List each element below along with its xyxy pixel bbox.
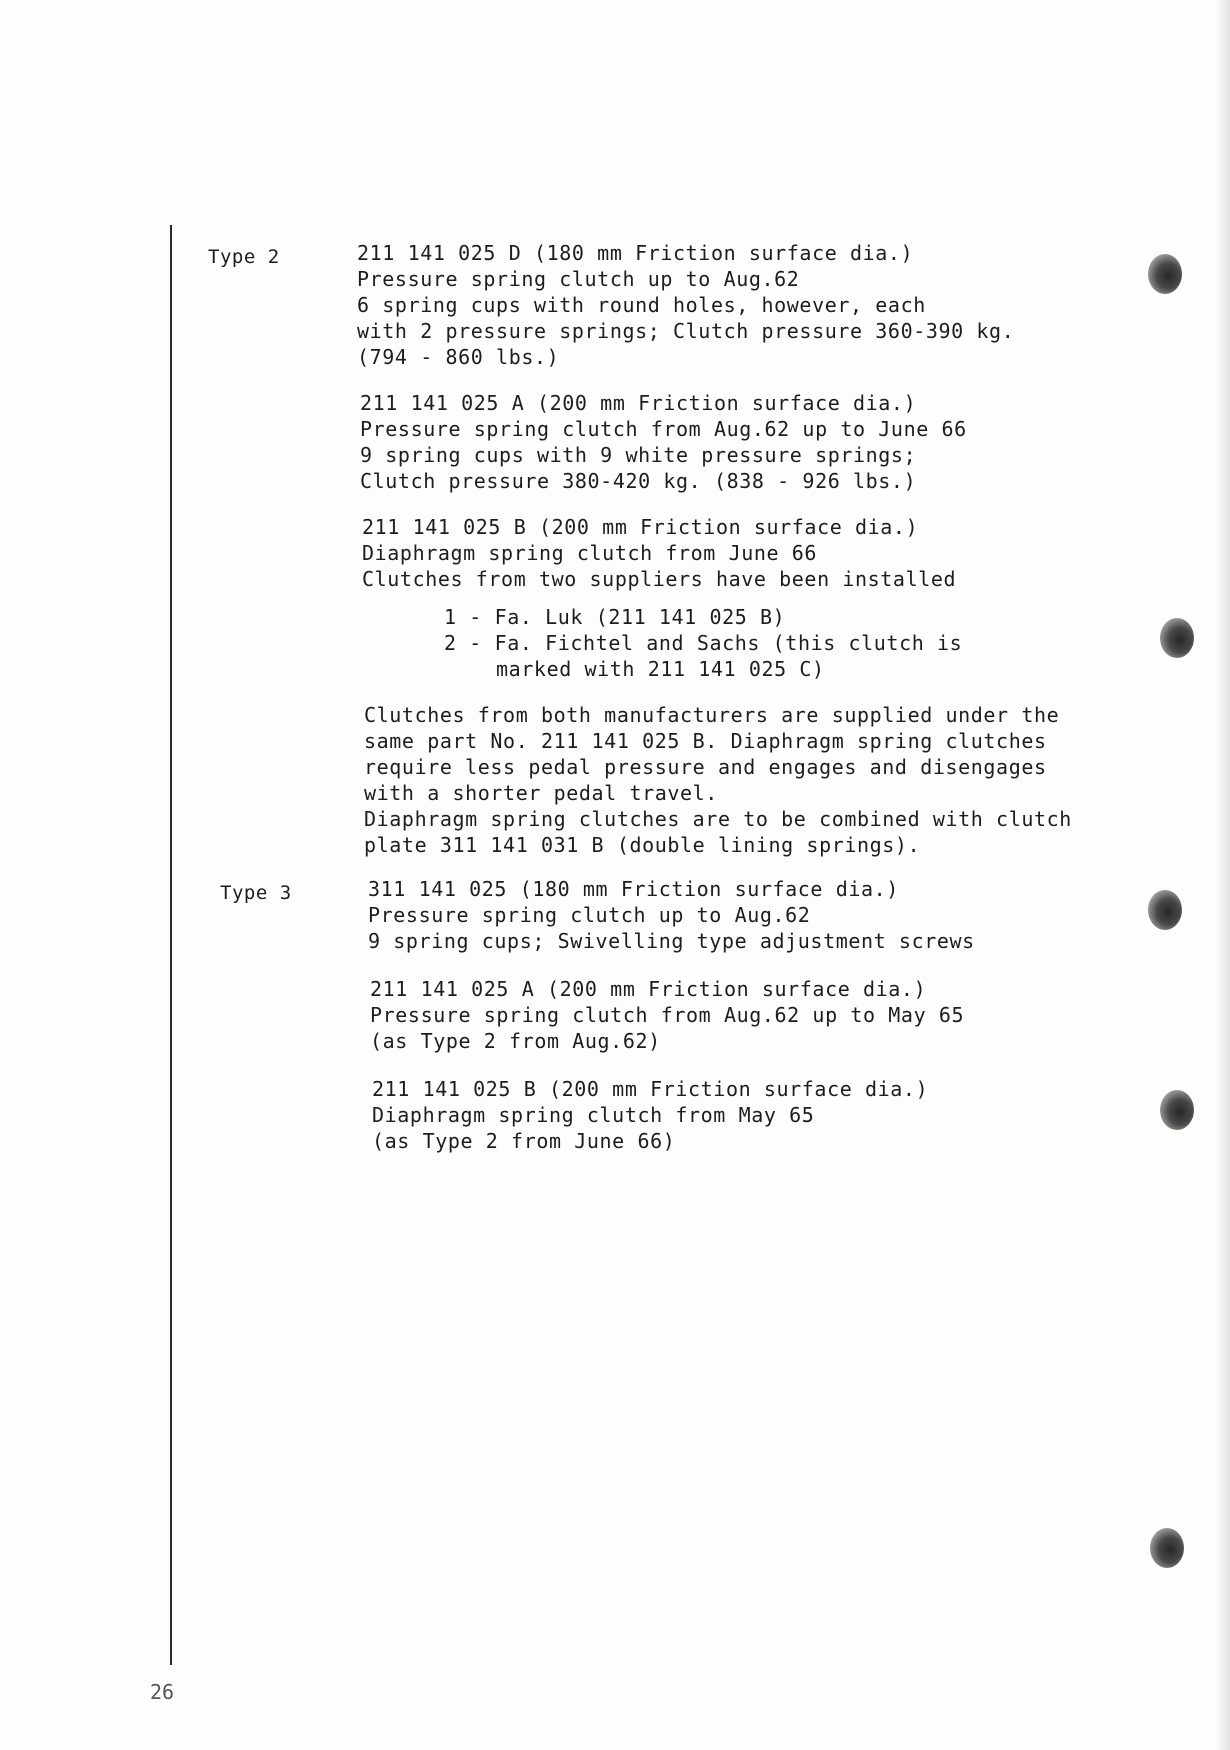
text-line: with 2 pressure springs; Clutch pressure 360-390 kg. [357, 319, 1015, 343]
supplier-item: 2 - Fa. Fichtel and Sachs (this clutch is [444, 631, 963, 655]
text-line: 211 141 025 B (200 mm Friction surface dia.) [362, 515, 919, 539]
text-line: Diaphragm spring clutch from June 66 [362, 541, 818, 565]
text-line: (as Type 2 from June 66) [372, 1129, 676, 1153]
punch-hole [1148, 890, 1182, 930]
type-2-note [364, 702, 1072, 858]
text-line: Clutch pressure 380-420 kg. (838 - 926 lbs.) [360, 469, 917, 493]
page-edge [1216, 0, 1230, 1750]
text-line: 211 141 025 A (200 mm Friction surface dia.) [360, 391, 917, 415]
text-line: Pressure spring clutch up to Aug.62 [357, 267, 800, 291]
text-line: Clutches from both manufacturers are supplied under the [364, 703, 1060, 727]
punch-hole [1148, 254, 1182, 294]
supplier-item-continuation: marked with 211 141 025 C) [496, 657, 825, 681]
punch-hole [1160, 618, 1194, 658]
supplier-item: 1 - Fa. Luk (211 141 025 B) [444, 605, 786, 629]
text-line: 211 141 025 A (200 mm Friction surface dia.) [370, 977, 927, 1001]
text-line: Diaphragm spring clutch from May 65 [372, 1103, 815, 1127]
text-line: 211 141 025 B (200 mm Friction surface dia.) [372, 1077, 929, 1101]
page-number: 26 [150, 1680, 175, 1704]
text-line: (794 - 860 lbs.) [357, 345, 560, 369]
type-3-clutch-b [372, 1076, 928, 1154]
type-3-clutch-311 [368, 876, 975, 954]
type-2-clutch-d [357, 240, 1014, 370]
text-line: Diaphragm spring clutches are to be combined with clutch [364, 807, 1072, 831]
type-3-label: Type 3 [220, 882, 292, 904]
punch-hole [1160, 1090, 1194, 1130]
text-line: 6 spring cups with round holes, however, each [357, 293, 926, 317]
type-2-clutch-a [360, 390, 967, 494]
text-line: 9 spring cups with 9 white pressure springs; [360, 443, 917, 467]
type-2-label: Type 2 [208, 246, 280, 268]
text-line: Clutches from two suppliers have been installed [362, 567, 957, 591]
supplier-list [444, 604, 962, 682]
text-line: Pressure spring clutch up to Aug.62 [368, 903, 811, 927]
type-3-clutch-a [370, 976, 964, 1054]
text-line: Pressure spring clutch from Aug.62 up to June 66 [360, 417, 967, 441]
text-line: plate 311 141 031 B (double lining springs). [364, 833, 921, 857]
text-line: (as Type 2 from Aug.62) [370, 1029, 661, 1053]
type-2-clutch-b [362, 514, 956, 592]
text-line: Pressure spring clutch from Aug.62 up to May 65 [370, 1003, 965, 1027]
text-line: same part No. 211 141 025 B. Diaphragm spring clutches [364, 729, 1047, 753]
punch-hole [1150, 1528, 1184, 1568]
text-line: require less pedal pressure and engages and disengages [364, 755, 1047, 779]
text-line: 211 141 025 D (180 mm Friction surface dia.) [357, 241, 914, 265]
text-line: 9 spring cups; Swivelling type adjustment screws [368, 929, 975, 953]
text-line: with a shorter pedal travel. [364, 781, 718, 805]
margin-rule [170, 225, 172, 1665]
text-line: 311 141 025 (180 mm Friction surface dia.) [368, 877, 899, 901]
